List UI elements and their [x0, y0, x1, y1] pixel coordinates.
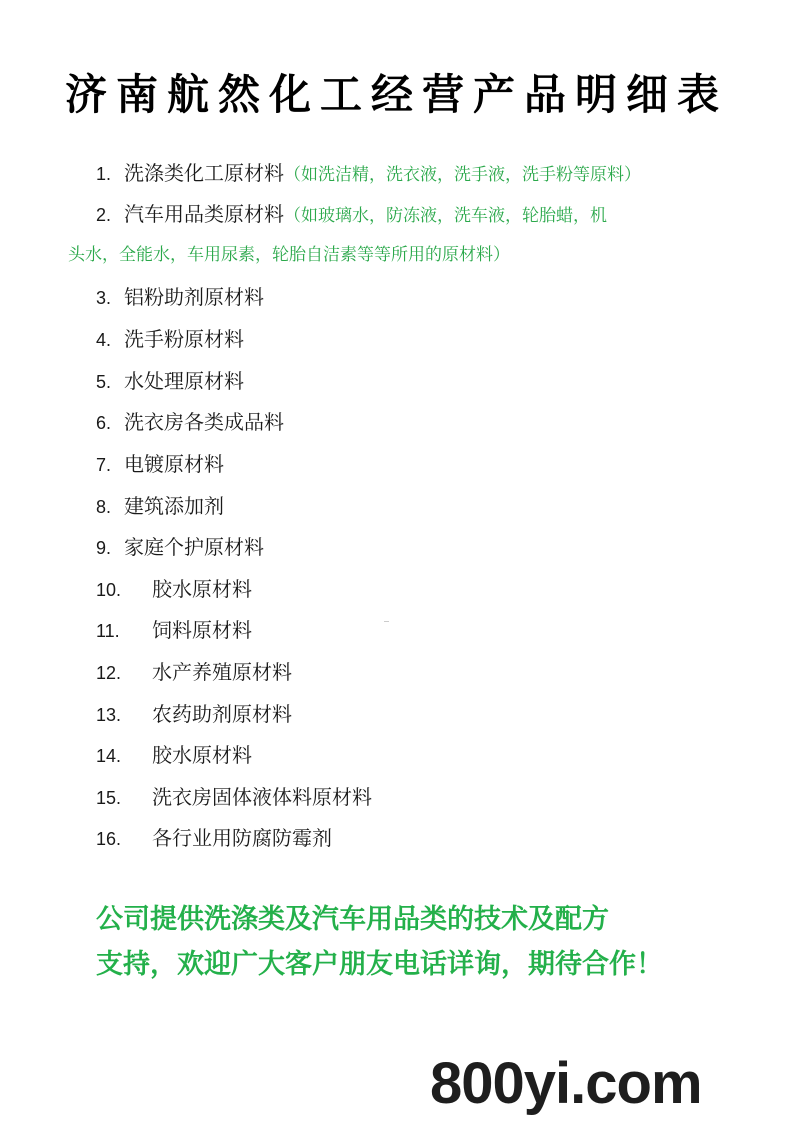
item-text: 农药助剂原材料 — [152, 702, 292, 726]
watermark-logo: 800yi.com — [430, 1051, 702, 1116]
item-text: 洗衣房固体液体料原材料 — [152, 785, 372, 809]
list-item — [96, 569, 252, 609]
list-item — [96, 610, 252, 650]
list-item — [96, 402, 284, 442]
item-number: 6. — [96, 413, 112, 433]
item-number: 16. — [96, 829, 122, 849]
list-item — [96, 777, 372, 817]
list-item — [96, 818, 332, 858]
item-number: 13. — [96, 705, 122, 725]
list-item — [96, 194, 607, 234]
item-number: 10. — [96, 580, 122, 600]
item-note: （如洗洁精，洗衣液，洗手液，洗手粉等原料） — [284, 165, 641, 185]
item-text: 汽车用品类原材料 — [124, 202, 284, 226]
page-title: 济南航然化工经营产品明细表 — [64, 70, 728, 119]
item-text: 水产养殖原材料 — [152, 660, 292, 684]
item-number: 7. — [96, 455, 112, 475]
item-text: 家庭个护原材料 — [124, 535, 264, 559]
item-number: 2. — [96, 205, 112, 225]
item-number: 3. — [96, 288, 112, 308]
item-text: 电镀原材料 — [124, 452, 224, 476]
item-number: 4. — [96, 330, 112, 350]
item-text: 饲料原材料 — [152, 618, 252, 642]
slogan-line-2: 支持，欢迎广大客户朋友电话详询，期待合作！ — [96, 949, 663, 980]
item-note-continuation: 头水，全能水，车用尿素，轮胎自洁素等等所用的原材料） — [68, 245, 510, 265]
list-item — [96, 652, 292, 692]
item-text: 胶水原材料 — [152, 577, 252, 601]
item-text: 洗涤类化工原材料 — [124, 161, 284, 185]
list-item — [96, 735, 252, 775]
list-item — [96, 444, 224, 484]
item-note: （如玻璃水，防冻液，洗车液，轮胎蜡，机 — [284, 206, 607, 226]
list-item — [96, 277, 264, 317]
item-number: 11. — [96, 621, 120, 641]
item-text: 各行业用防腐防霉剂 — [152, 826, 332, 850]
item-number: 9. — [96, 538, 112, 558]
item-text: 洗手粉原材料 — [124, 327, 244, 351]
item-number: 14. — [96, 746, 122, 766]
item-text: 铝粉助剂原材料 — [124, 285, 264, 309]
item-number: 12. — [96, 663, 122, 683]
list-item — [96, 527, 264, 567]
list-item — [96, 153, 641, 193]
stray-mark — [384, 621, 389, 622]
list-item — [96, 361, 244, 401]
item-text: 胶水原材料 — [152, 743, 252, 767]
slogan-line-1: 公司提供洗涤类及汽车用品类的技术及配方 — [96, 904, 609, 935]
list-item — [96, 486, 224, 526]
item-number: 5. — [96, 372, 112, 392]
item-number: 8. — [96, 497, 112, 517]
item-text: 洗衣房各类成品料 — [124, 410, 284, 434]
list-item — [96, 319, 244, 359]
item-number: 1. — [96, 164, 112, 184]
item-text: 建筑添加剂 — [124, 494, 224, 518]
list-item — [96, 694, 292, 734]
item-number: 15. — [96, 788, 122, 808]
item-text: 水处理原材料 — [124, 369, 244, 393]
